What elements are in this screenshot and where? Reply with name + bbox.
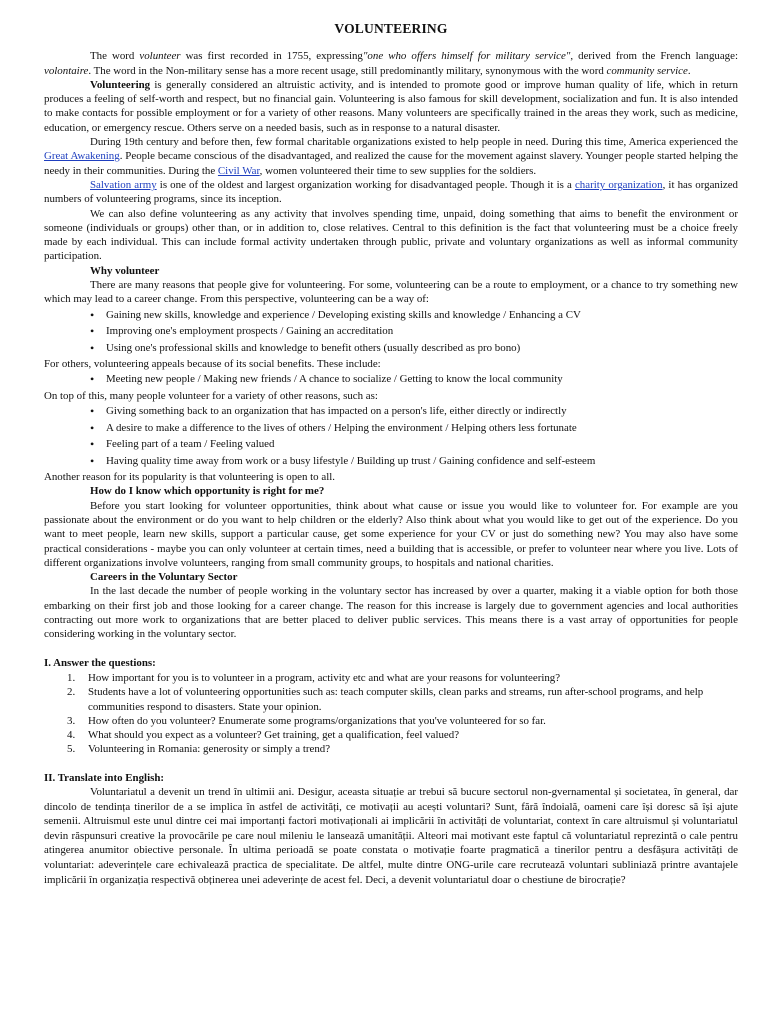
question-item (67, 671, 738, 685)
volunteering-definition-paragraph (44, 78, 738, 135)
intro-paragraph (44, 49, 738, 78)
charity-organization-link[interactable]: charity organization (574, 178, 663, 191)
text: . The word in the Non-military sense has a more recent usage, still predominantly military, synonymous with the word (88, 64, 607, 77)
text: was first recorded in 1755, expressing (180, 50, 363, 63)
list-item: • Giving something back to an organization that has impacted on a person's life, either directly or indirectly (90, 404, 738, 418)
term-volunteer: volunteer (139, 50, 181, 63)
open-to-all-line: Another reason for its popularity is that volunteering is open to all. (44, 471, 335, 484)
term-volunteering: Volunteering (90, 78, 151, 91)
text: , it has organized numbers of volunteering programs, since its inception. (44, 178, 738, 206)
other-reasons-list (44, 404, 738, 468)
great-awakening-link[interactable]: Great Awakening (44, 150, 120, 163)
why-volunteer-heading: Why volunteer (90, 264, 160, 277)
list-item: • Using one's professional skills and knowledge to benefit others (usually described as pro bono) (90, 341, 738, 355)
question-number: 4. (67, 729, 76, 742)
question-text: How important for you is to volunteer in a program, activity etc and what are your reasons for volunteering? (88, 671, 561, 684)
text: , derived from the French language: (570, 50, 738, 63)
list-item: • Having quality time away from work or a busy lifestyle / Building up trust / Gaining confidence and self-esteem (90, 454, 738, 468)
text: , women volunteered their time to sew supplies for the soldiers. (259, 164, 537, 177)
question-number: 2. (67, 686, 76, 699)
social-benefits-line: For others, volunteering appeals because of its social benefits. These include: (44, 358, 381, 371)
question-item (67, 742, 738, 756)
question-text: Students have a lot of volunteering opportunities such as: teach computer skills, clean parks and streams, run after-school programs, and help communities respond to disasters. State your opinion. (88, 686, 704, 713)
list-item: • Feeling part of a team / Feeling valued (90, 437, 738, 451)
careers-paragraph: In the last decade the number of people working in the voluntary sector has increased by over a quarter, making it a viable option for both those embarking on their first job and those looking for a career change. The reason for this increase is largely due to government agencies and local authorities contracting out more work to organizations that are better placed to deliver public services. This means there is a vast array of opportunities for people considering working in the voluntary sector. (44, 585, 738, 641)
question-text: How often do you volunteer? Enumerate some programs/organizations that you've volunteered for so far. (88, 714, 546, 727)
salvation-army-link[interactable]: Salvation army (90, 178, 157, 191)
question-text: What should you expect as a volunteer? Get training, get a qualification, feel valued? (88, 729, 460, 742)
text: is one of the oldest and largest organization working for disadvantaged people. Though it is a (156, 178, 575, 191)
history-paragraph (44, 135, 738, 178)
question-number: 1. (67, 671, 76, 684)
question-number: 3. (67, 714, 76, 727)
question-item (67, 685, 738, 714)
social-benefits-list (44, 372, 738, 386)
text: . People became conscious of the disadvantaged, and realized the cause for the movement against slavery. Younger people started helping the needy in their communities. During the (44, 150, 738, 177)
why-volunteer-paragraph: There are many reasons that people give for volunteering. For some, volunteering can be a route to employment, or a chance to try something new which may lead to a career change. From this perspective, volunteering can be a way of: (44, 279, 738, 306)
text: . (687, 64, 691, 77)
romanian-translation-paragraph: Voluntariatul a devenit un trend în ultimii ani. Desigur, aceasta situație ar trebui să bucure sectorul non-gvernamental și societatea, în general, dar dincolo de tendința tinerilor de a se implica în astfel de activități, ce motivații au acești voluntari? Sunt, fără îndoială, oameni care își doresc să își ajute semenii. Altruismul este unul dintre cei mai importanți factori motivaționali ai implicării în activități de voluntariat, context în care altruismul și voluntariatul devin răspunsuri creative la provocările pe care noul mileniu le lansează umanității. Alteori mai motivant este faptul că voluntariatul reprezintă o cale pentru atingerea anumitor obiective personale. În ultima perioadă se poate constata o motivație foarte pragmatică a tinerilor pentru a desfășura activități de voluntariat: adeverințele care echivalează practica de specialitate. De altfel, multe dintre ONG-urile care recrutează voluntari subliniază printre avantajele implicării în organizația respectivă obținerea unei adeverințe de acest fel. Deci, a devenit voluntariatul doar o chestiune de birocrație? (44, 786, 738, 886)
list-item: • Improving one's employment prospects / Gaining an accreditation (90, 324, 738, 338)
term-community-service: community service (606, 64, 688, 77)
document-title: VOLUNTEERING (334, 21, 448, 36)
translate-heading: II. Translate into English: (44, 771, 165, 784)
question-number: 5. (67, 743, 76, 756)
other-reasons-line: On top of this, many people volunteer for a variety of other reasons, such as: (44, 389, 378, 402)
questions-list (44, 671, 738, 757)
careers-heading: Careers in the Voluntary Sector (90, 571, 238, 584)
opportunity-paragraph: Before you start looking for volunteer opportunities, think about what cause or issue you would like to volunteer for. For example are you passionate about the environment or do you want to help children or the elderly? Also think about what you would like to get out of the experience. Do you want to meet people, learn new skills, support a particular cause, get some experience for your CV or just do something new? You may also have some practical considerations - maybe you can only volunteer at certain times, need a building that is accessible, or prefer to volunteer near where you live. Lots of different organizations involve volunteers, ranging from small community groups, to hospitals and national charities. (44, 499, 738, 569)
salvation-army-paragraph (44, 178, 738, 207)
civil-war-link[interactable]: Civil War (217, 164, 260, 177)
answer-questions-heading: I. Answer the questions: (44, 656, 156, 669)
list-item: • A desire to make a difference to the lives of others / Helping the environment / Helping others less fortunate (90, 421, 738, 435)
quote: "one who offers himself for military service" (362, 50, 571, 63)
question-item (67, 728, 738, 742)
question-item (67, 714, 738, 728)
text: is generally considered an altruistic activity, and is intended to promote good or improve human quality of life, which in return produces a feeling of self-worth and respect, but no financial gain. Volunteering is also famous for skill development, socialization and fun. It is also intended to make contacts for possible employment or for a variety of other reasons. Many volunteers are specifically trained in the areas they work, such as medicine, education, or emergency rescue. Others serve on a needed basis, such as in response to a natural disaster. (44, 78, 738, 134)
term-volontaire: volontaire (44, 64, 89, 77)
reasons-list (44, 308, 738, 355)
text: The word (90, 50, 140, 63)
opportunity-heading: How do I know which opportunity is right for me? (90, 485, 325, 498)
list-item: • Gaining new skills, knowledge and experience / Developing existing skills and knowledge / Enhancing a CV (90, 308, 738, 322)
definition-paragraph: We can also define volunteering as any activity that involves spending time, unpaid, doing something that aims to benefit the environment or someone (individuals or groups) other than, or in addition to, close relatives. Central to this definition is the fact that volunteering must be a choice freely made by each individual. This can include formal activity undertaken through public, private and voluntary organizations as well as informal community participation. (44, 207, 738, 263)
list-item: • Meeting new people / Making new friends / A chance to socialize / Getting to know the local community (90, 372, 738, 386)
text: During 19th century and before then, few formal charitable organizations existed to help people in need. During this time, America experienced the (90, 136, 738, 149)
question-text: Volunteering in Romania: generosity or simply a trend? (88, 743, 331, 756)
